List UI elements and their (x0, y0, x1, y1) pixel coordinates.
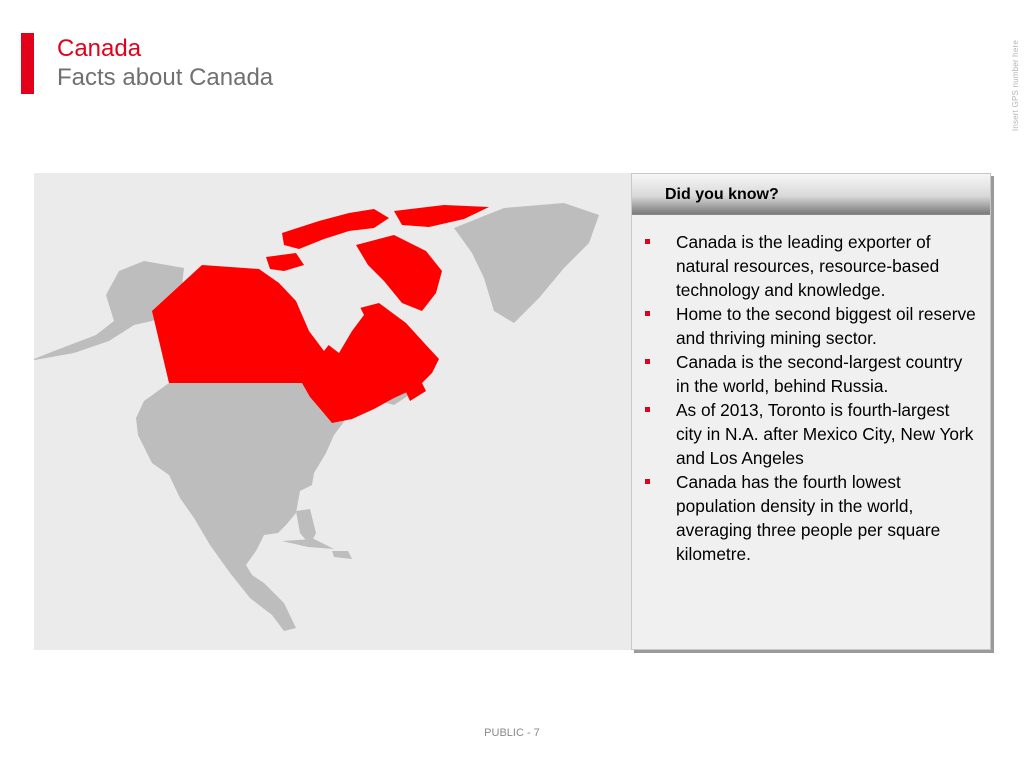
facts-list (632, 215, 990, 566)
north-america-map (34, 173, 631, 650)
fact-text: Canada is the second-largest country in the world, behind Russia. (676, 352, 963, 396)
greenland-shape (454, 203, 599, 323)
list-item (676, 398, 976, 470)
did-you-know-header (632, 174, 990, 215)
list-item (676, 350, 976, 398)
cuba-shape (282, 539, 334, 549)
list-item (676, 302, 976, 350)
square-bullet-icon (645, 479, 650, 484)
fact-text: As of 2013, Toronto is fourth-largest city in N.A. after Mexico City, New York and Los Angeles (676, 400, 974, 468)
hispaniola-shape (332, 551, 352, 559)
page-title: Canada (57, 35, 142, 62)
footer-page-label: PUBLIC - 7 (484, 727, 540, 739)
square-bullet-icon (645, 407, 650, 412)
list-item (676, 230, 976, 302)
list-item (676, 470, 976, 566)
gps-number-placeholder: Insert GPS number here (1011, 40, 1020, 132)
square-bullet-icon (645, 239, 650, 244)
map-svg (34, 173, 631, 650)
did-you-know-box (631, 173, 991, 650)
title-accent-bar (21, 33, 34, 94)
fact-text: Canada is the leading exporter of natural resources, resource-based technology and knowledge. (676, 232, 940, 300)
fact-text: Home to the second biggest oil reserve and thriving mining sector. (676, 304, 976, 348)
square-bullet-icon (645, 359, 650, 364)
victoria-island-shape (266, 253, 304, 271)
square-bullet-icon (645, 311, 650, 316)
fact-text: Canada has the fourth lowest population density in the world, averaging three people per square kilometre. (676, 472, 941, 564)
usa-mexico-shape (136, 383, 416, 631)
baffin-island-shape (356, 235, 442, 311)
did-you-know-heading: Did you know? (665, 186, 779, 203)
page-subtitle: Facts about Canada (57, 64, 274, 91)
